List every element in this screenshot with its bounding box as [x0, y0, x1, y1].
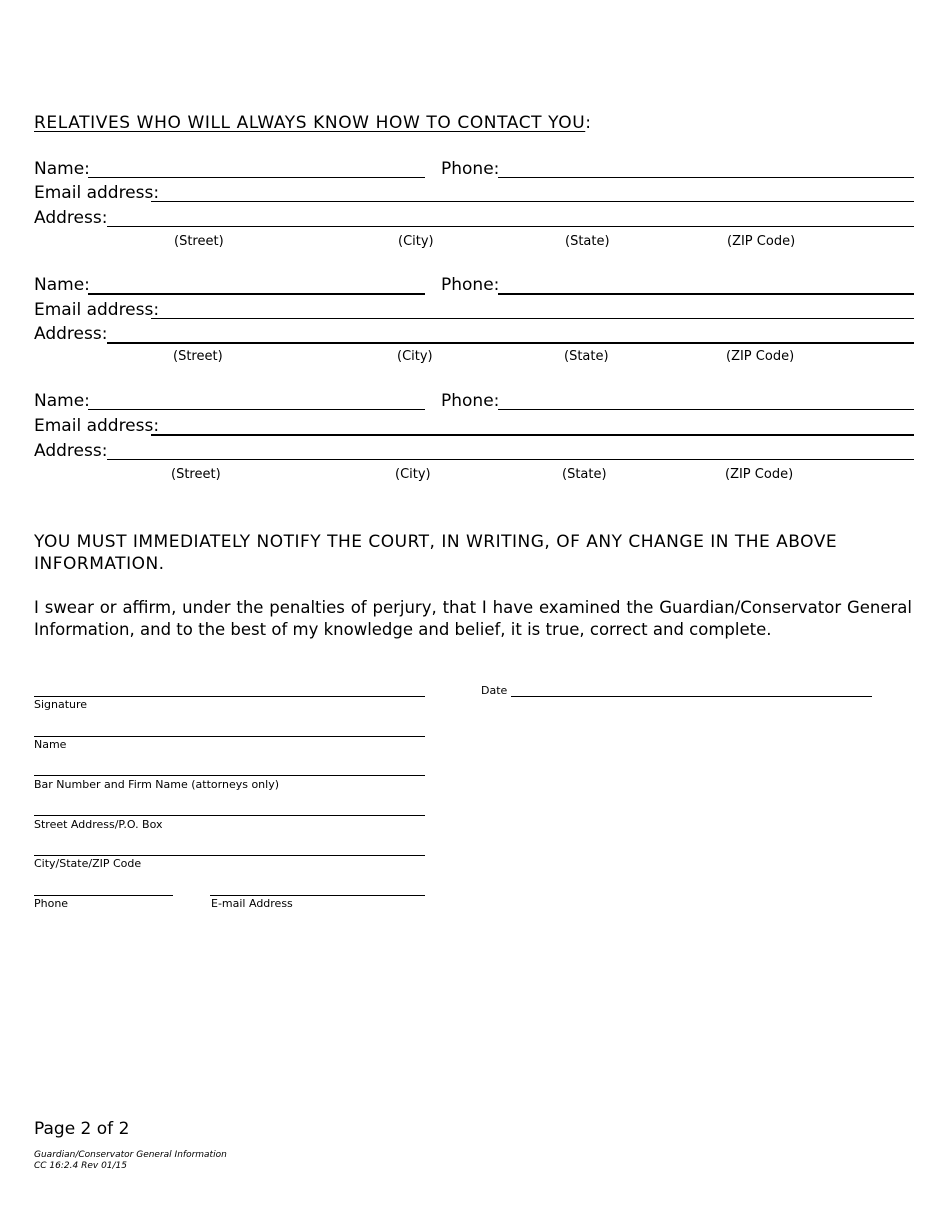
phone-field[interactable] [498, 293, 914, 295]
email-label: Email address: [34, 416, 160, 436]
state-sublabel: (State) [564, 349, 609, 364]
page-number: Page 2 of 2 [34, 1119, 130, 1139]
phone-label: Phone: [441, 275, 500, 295]
name-field[interactable] [88, 293, 425, 295]
zip-sublabel: (ZIP Code) [725, 467, 794, 482]
form-title: Guardian/Conservator General Information [34, 1150, 227, 1160]
name-field[interactable] [34, 736, 425, 737]
name-field[interactable] [88, 177, 425, 178]
state-sublabel: (State) [562, 467, 607, 482]
email-label: Email address: [34, 300, 160, 320]
address-field[interactable] [107, 226, 914, 227]
city-sublabel: (City) [398, 234, 434, 249]
address-field[interactable] [107, 342, 914, 344]
name-label: Name: [34, 159, 90, 179]
signature-label: Signature [34, 698, 88, 711]
city-sublabel: (City) [395, 467, 431, 482]
phone-field[interactable] [498, 409, 914, 410]
zip-sublabel: (ZIP Code) [727, 234, 796, 249]
name-label: Name [34, 738, 67, 751]
email-field[interactable] [151, 434, 914, 436]
date-label: Date [481, 684, 508, 697]
city-state-zip-label: City/State/ZIP Code [34, 857, 142, 870]
city-state-zip-field[interactable] [34, 855, 425, 856]
address-label: Address: [34, 441, 108, 461]
bar-number-field[interactable] [34, 775, 425, 776]
address-label: Address: [34, 208, 108, 228]
phone-field[interactable] [498, 177, 914, 178]
email-field[interactable] [210, 895, 425, 896]
name-label: Name: [34, 391, 90, 411]
phone-label: Phone: [441, 159, 500, 179]
email-field[interactable] [151, 201, 914, 202]
address-field[interactable] [107, 459, 914, 460]
city-sublabel: (City) [397, 349, 433, 364]
zip-sublabel: (ZIP Code) [726, 349, 795, 364]
address-label: Address: [34, 324, 108, 344]
email-label: E-mail Address [211, 897, 293, 910]
phone-label: Phone: [441, 391, 500, 411]
phone-label: Phone [34, 897, 69, 910]
phone-field[interactable] [34, 895, 173, 896]
street-sublabel: (Street) [174, 234, 224, 249]
name-label: Name: [34, 275, 90, 295]
street-address-label: Street Address/P.O. Box [34, 818, 163, 831]
email-label: Email address: [34, 183, 160, 203]
street-sublabel: (Street) [173, 349, 223, 364]
state-sublabel: (State) [565, 234, 610, 249]
section-heading: RELATIVES WHO WILL ALWAYS KNOW HOW TO CONTACT YOU: [34, 113, 592, 133]
email-field[interactable] [151, 318, 914, 319]
bar-number-label: Bar Number and Firm Name (attorneys only) [34, 778, 280, 791]
change-notice: YOU MUST IMMEDIATELY NOTIFY THE COURT, IN WRITING, OF ANY CHANGE IN THE ABOVE INFORMATION. [34, 532, 838, 574]
signature-field[interactable] [34, 696, 425, 697]
street-address-field[interactable] [34, 815, 425, 816]
name-field[interactable] [88, 409, 425, 410]
form-code: CC 16:2.4 Rev 01/15 [34, 1161, 128, 1171]
date-field[interactable] [511, 696, 872, 697]
perjury-oath: I swear or affirm, under the penalties of perjury, that I have examined the Guardian/Conservator General Information, and to the best of my knowledge and belief, it is true, correct and complete. [34, 598, 912, 639]
street-sublabel: (Street) [171, 467, 221, 482]
